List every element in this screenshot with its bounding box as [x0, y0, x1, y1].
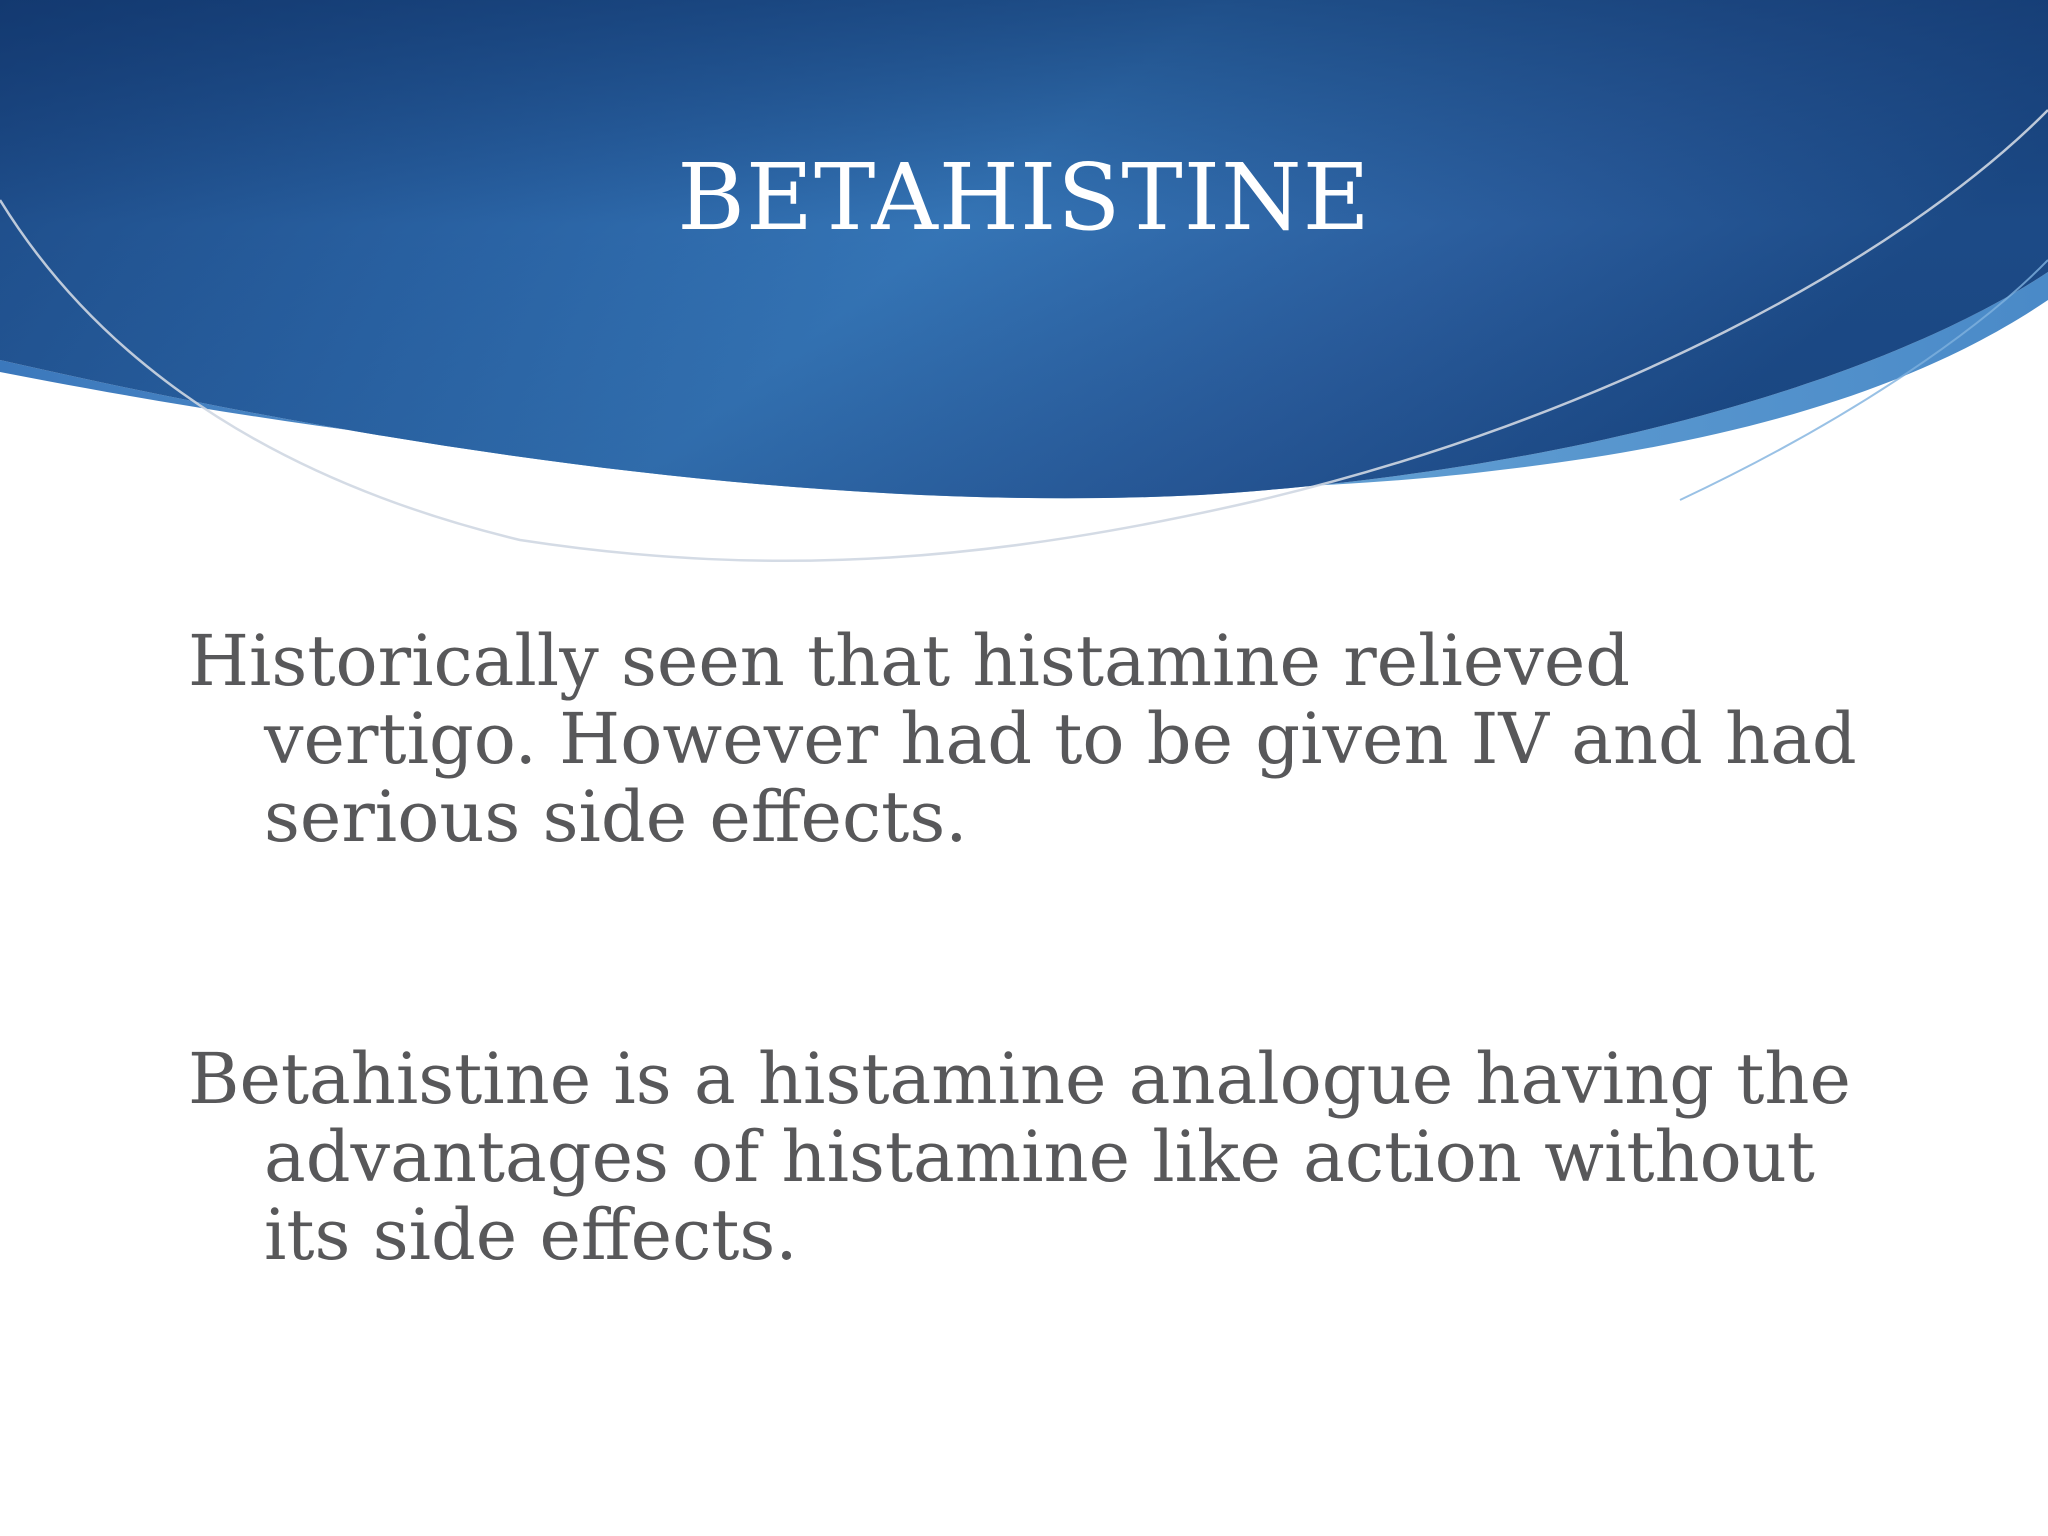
header-wave-background: [0, 0, 2048, 600]
paragraph-betahistine-analogue: Betahistine is a histamine analogue having the advantages of histamine like action without its side effects.: [188, 1038, 1851, 1276]
slide-title: BETAHISTINE: [677, 144, 1371, 251]
slide-body: [188, 622, 1888, 1274]
paragraph-histamine-history: Historically seen that histamine relieved vertigo. However had to be given IV and had serious side effects.: [188, 620, 1857, 858]
